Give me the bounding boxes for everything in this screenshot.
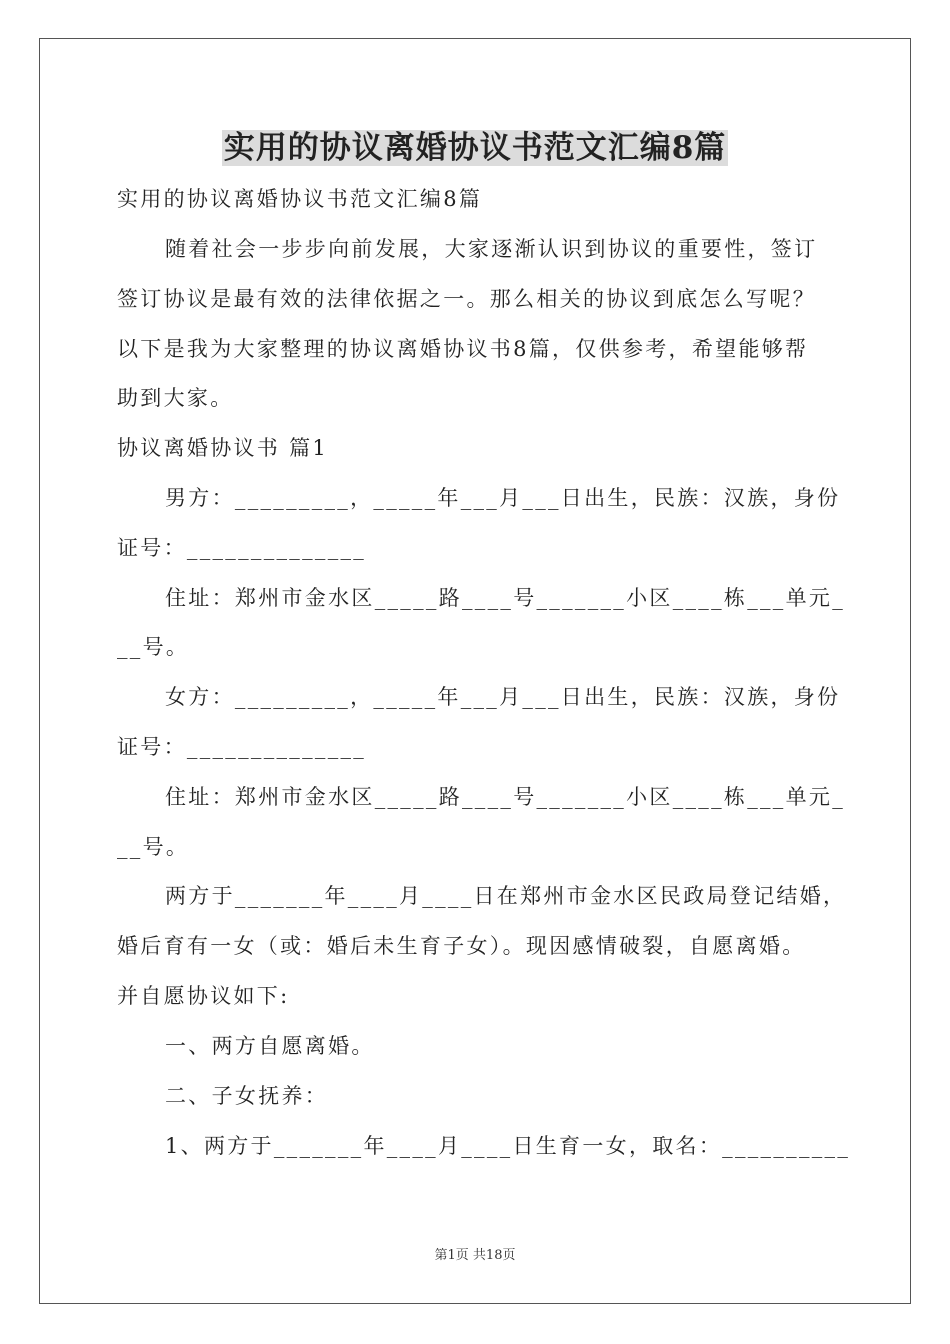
paragraph-line: 1、两方于_______年____月____日生育一女，取名：__________ <box>165 1134 851 1158</box>
paragraph-line: 住址：郑州市金水区_____路____号_______小区____栋___单元_ <box>165 785 845 809</box>
paragraph-line: __号。 <box>117 635 190 659</box>
paragraph-line: __号。 <box>117 835 190 859</box>
section-heading: 协议离婚协议书 篇1 <box>117 436 329 460</box>
paragraph-line: 以下是我为大家整理的协议离婚协议书8篇，仅供参考，希望能够帮 <box>117 337 809 361</box>
paragraph-line: 助到大家。 <box>117 386 234 410</box>
paragraph-line: 随着社会一步步向前发展，大家逐渐认识到协议的重要性，签订 <box>165 237 818 261</box>
paragraph-line: 住址：郑州市金水区_____路____号_______小区____栋___单元_ <box>165 586 845 610</box>
document-title: 实用的协议离婚协议书范文汇编8篇 <box>223 130 727 166</box>
paragraph-line: 证号：______________ <box>117 735 367 759</box>
page-border <box>39 38 911 1304</box>
paragraph-line: 婚后育有一女（或：婚后未生育子女）。现因感情破裂，自愿离婚。 <box>117 934 806 958</box>
paragraph-line: 女方：_________，_____年___月___日出生，民族：汉族，身份 <box>165 685 841 709</box>
paragraph-line: 证号：______________ <box>117 536 367 560</box>
paragraph-line: 一、两方自愿离婚。 <box>165 1034 375 1058</box>
paragraph-line: 男方：_________，_____年___月___日出生，民族：汉族，身份 <box>165 486 841 510</box>
subtitle-line: 实用的协议离婚协议书范文汇编8篇 <box>117 187 483 211</box>
paragraph-line: 签订协议是最有效的法律依据之一。那么相关的协议到底怎么写呢？ <box>117 287 816 311</box>
page-footer: 第1页 共18页 <box>434 1248 516 1263</box>
paragraph-line: 二、子女抚养： <box>165 1084 329 1108</box>
paragraph-line: 两方于_______年____月____日在郑州市金水区民政局登记结婚， <box>165 884 847 908</box>
paragraph-line: 并自愿协议如下: <box>117 984 290 1008</box>
